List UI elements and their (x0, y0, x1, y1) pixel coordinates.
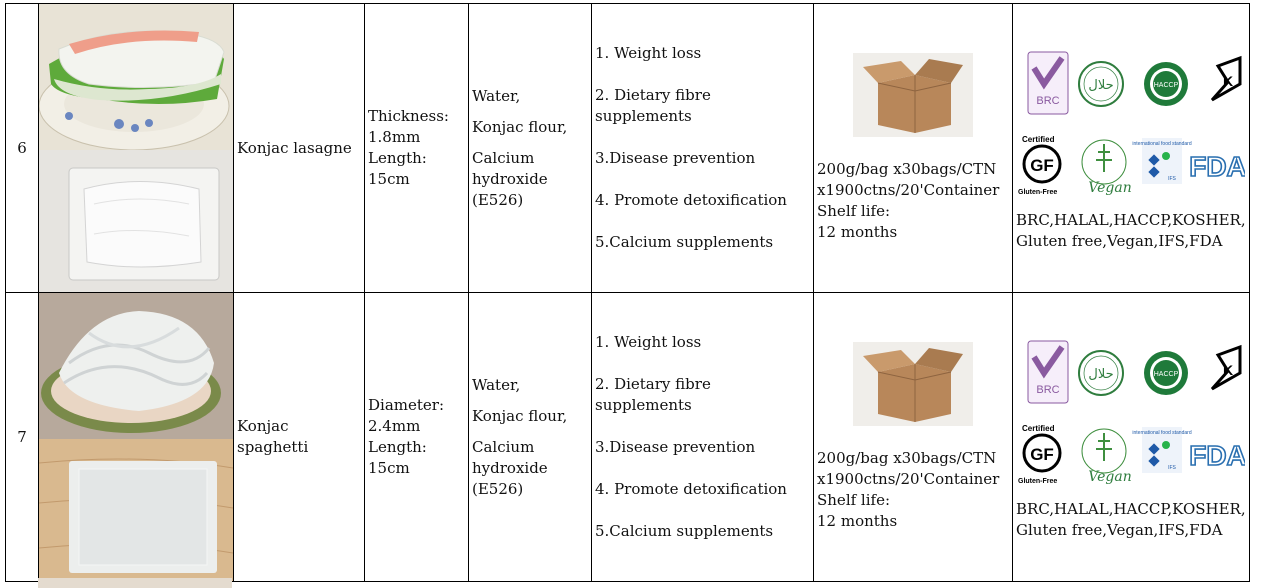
svg-text:Certified: Certified (1022, 135, 1055, 144)
function-item: 4. Promote detoxification (595, 191, 787, 209)
functions (592, 293, 814, 582)
ingredients (469, 293, 592, 582)
vegan-logo (1082, 140, 1132, 196)
shelf-life-value: 12 months (817, 223, 898, 241)
halal-logo (1079, 62, 1123, 106)
fda-logo (1189, 440, 1245, 471)
packing-text: 200g/bag x30bags/CTN (817, 160, 997, 178)
svg-text:Vegan: Vegan (1088, 469, 1132, 485)
product-spec (365, 293, 469, 582)
svg-text:BRC: BRC (1036, 95, 1060, 107)
spec-value: 15cm (368, 459, 410, 477)
svg-text:HACCP: HACCP (1153, 82, 1179, 89)
cert-list: Gluten free,Vegan,IFS,FDA (1016, 232, 1223, 250)
spaghetti-image (39, 293, 233, 581)
function-item: 5.Calcium supplements (595, 522, 774, 540)
ingredient: Calcium hydroxide (E526) (472, 437, 548, 498)
cert-list: BRC,HALAL,HACCP,KOSHER, (1016, 500, 1246, 518)
row-number: 6 (6, 4, 39, 293)
product-name: Konjac spaghetti (234, 293, 365, 582)
spec-value: 15cm (368, 170, 410, 188)
svg-text:FDA: FDA (1189, 151, 1245, 182)
packing-text: x1900ctns/20'Container (817, 181, 1000, 199)
svg-text:Gluten-Free: Gluten-Free (1018, 478, 1058, 485)
lasagne-image (39, 4, 233, 292)
svg-text:IFS: IFS (1168, 176, 1176, 182)
svg-text:FDA: FDA (1189, 440, 1245, 471)
svg-text:international food standard: international food standard (1132, 141, 1192, 147)
certification-logos (1016, 44, 1245, 204)
gluten-free-logo (1018, 135, 1060, 196)
functions (592, 4, 814, 293)
haccp-logo (1144, 351, 1188, 395)
vegan-logo (1082, 429, 1132, 485)
row-number: 7 (6, 293, 39, 582)
ingredient: Konjac flour, (472, 406, 568, 425)
product-photo-cell (39, 293, 234, 582)
haccp-logo (1144, 62, 1188, 106)
svg-text:BRC: BRC (1036, 384, 1060, 396)
lasagne-photo (39, 4, 233, 292)
ingredient: Water, (472, 86, 521, 105)
spec-label: Diameter: (368, 396, 444, 414)
shelf-life-label: Shelf life: (817, 491, 891, 509)
spec-label: Thickness: (368, 107, 449, 125)
spec-label: Length: (368, 149, 427, 167)
svg-text:K: K (1222, 362, 1234, 378)
svg-text:Vegan: Vegan (1088, 180, 1132, 196)
brc-logo (1028, 341, 1068, 403)
ingredients (469, 4, 592, 293)
svg-text:HACCP: HACCP (1153, 371, 1179, 378)
product-spec (365, 4, 469, 293)
halal-logo (1079, 351, 1123, 395)
carton-box-image (853, 53, 973, 137)
svg-text:K: K (1222, 73, 1234, 89)
spec-value: 1.8mm (368, 128, 421, 146)
ifs-logo (1132, 138, 1191, 184)
product-spec-table (5, 3, 1250, 582)
svg-text:GF: GF (1030, 445, 1054, 464)
spaghetti-photo (39, 293, 233, 581)
packing (814, 293, 1013, 582)
next-row-photo-edge (38, 578, 232, 588)
spec-label: Length: (368, 438, 427, 456)
function-item: 1. Weight loss (595, 333, 702, 351)
packing-text: 200g/bag x30bags/CTN (817, 449, 997, 467)
carton-box-image (853, 342, 973, 426)
product-photo-cell (39, 4, 234, 293)
spec-value: 2.4mm (368, 417, 421, 435)
svg-text:GF: GF (1030, 156, 1054, 175)
svg-text:حلال: حلال (1088, 367, 1114, 382)
certifications (1013, 293, 1250, 582)
gluten-free-logo (1018, 424, 1060, 485)
function-item: 2. Dietary fibre supplements (595, 375, 711, 414)
shelf-life-value: 12 months (817, 512, 898, 530)
svg-text:international food standard: international food standard (1132, 430, 1192, 436)
function-item: 1. Weight loss (595, 44, 702, 62)
svg-text:Certified: Certified (1022, 424, 1055, 433)
product-name: Konjac lasagne (234, 4, 365, 293)
kosher-logo (1212, 58, 1240, 100)
cert-list: Gluten free,Vegan,IFS,FDA (1016, 521, 1223, 539)
ingredient: Konjac flour, (472, 117, 568, 136)
kosher-logo (1212, 347, 1240, 389)
svg-text:Gluten-Free: Gluten-Free (1018, 189, 1058, 196)
table-row (6, 293, 1250, 582)
certification-logos (1016, 333, 1245, 493)
cert-list: BRC,HALAL,HACCP,KOSHER, (1016, 211, 1246, 229)
packing (814, 4, 1013, 293)
table-row (6, 4, 1250, 293)
certifications (1013, 4, 1250, 293)
ifs-logo (1132, 427, 1191, 473)
function-item: 4. Promote detoxification (595, 480, 787, 498)
brc-logo (1028, 52, 1068, 114)
function-item: 2. Dietary fibre supplements (595, 86, 711, 125)
shelf-life-label: Shelf life: (817, 202, 891, 220)
fda-logo (1189, 151, 1245, 182)
svg-text:حلال: حلال (1088, 78, 1114, 93)
function-item: 3.Disease prevention (595, 149, 756, 167)
packing-text: x1900ctns/20'Container (817, 470, 1000, 488)
ingredient: Water, (472, 375, 521, 394)
ingredient: Calcium hydroxide (E526) (472, 148, 548, 209)
svg-text:IFS: IFS (1168, 465, 1176, 471)
function-item: 3.Disease prevention (595, 438, 756, 456)
function-item: 5.Calcium supplements (595, 233, 774, 251)
